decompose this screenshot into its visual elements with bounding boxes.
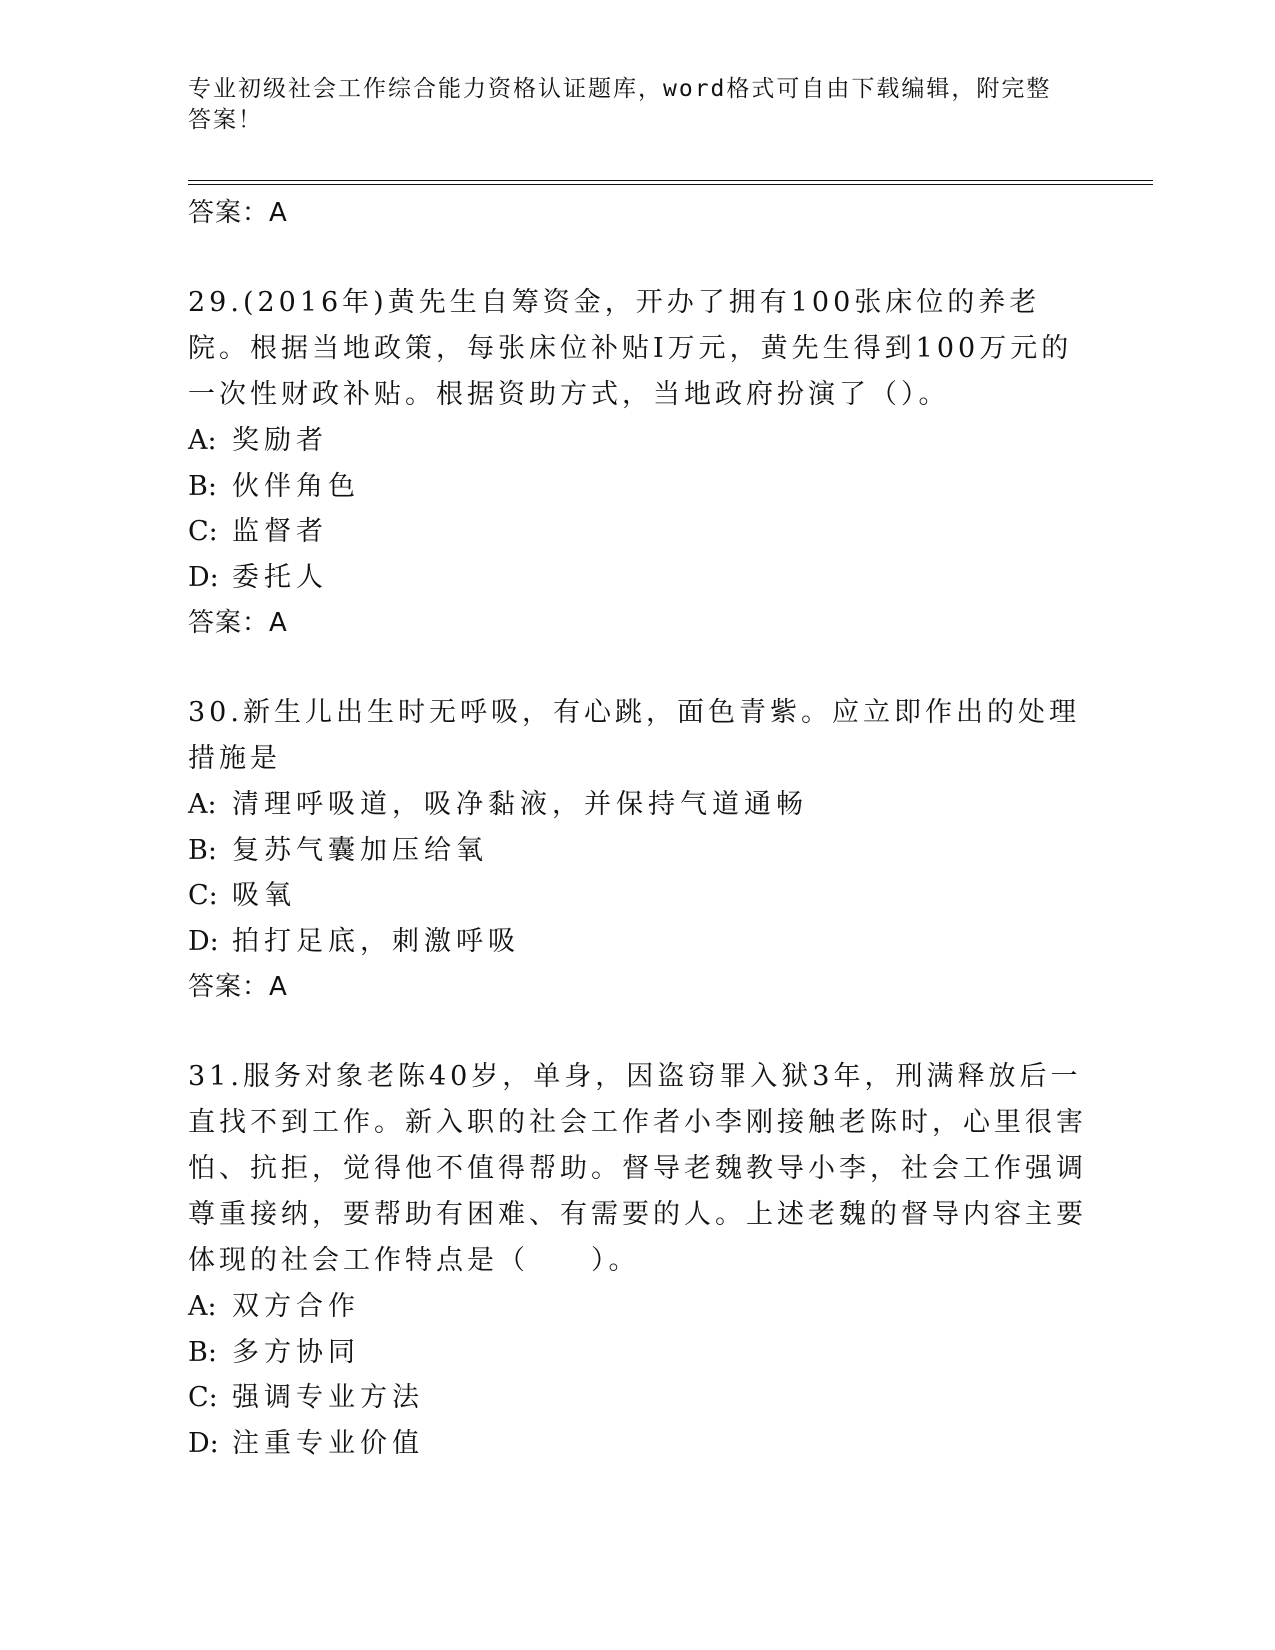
- option-letter: D:: [188, 1427, 219, 1459]
- option-letter: D:: [188, 925, 219, 957]
- option-letter: B:: [188, 834, 217, 866]
- previous-answer: 答案：A: [188, 198, 288, 228]
- option-b: [188, 1330, 1088, 1376]
- option-text: 委托人: [232, 561, 328, 593]
- option-text: 注重专业价值: [232, 1427, 424, 1459]
- option-letter: C:: [188, 516, 218, 547]
- answer-line: 答案：A: [188, 972, 288, 1002]
- header-divider: [188, 180, 1153, 181]
- option-c: [188, 509, 1088, 555]
- option-c: [188, 873, 1088, 919]
- option-a: [188, 418, 1088, 464]
- option-text: 监督者: [232, 516, 328, 547]
- option-letter: C:: [188, 880, 218, 911]
- option-letter: B:: [188, 1336, 217, 1368]
- option-text: 强调专业方法: [232, 1382, 424, 1413]
- option-letter: C:: [188, 1382, 218, 1413]
- option-d: [188, 1421, 1088, 1467]
- page-header: 专业初级社会工作综合能力资格认证题库，word格式可自由下载编辑，附完整答案！: [188, 76, 1052, 133]
- option-text: 拍打足底，刺激呼吸: [232, 925, 520, 957]
- option-letter: A:: [188, 1291, 217, 1322]
- option-b: [188, 828, 1088, 874]
- option-text: 多方协同: [232, 1336, 360, 1368]
- answer-line: 答案：A: [188, 608, 288, 638]
- option-text: 吸氧: [232, 880, 296, 911]
- question-text: 30.新生儿出生时无呼吸，有心跳，面色青紫。应立即作出的处理措施是: [188, 697, 1080, 774]
- question-text: 29.(2016年)黄先生自筹资金，开办了拥有100张床位的养老院。根据当地政策，每张床位补贴I万元，黄先生得到100万元的一次性财政补贴。根据资助方式，当地政府扮演了（）。: [188, 287, 1073, 410]
- header-divider-secondary: [188, 184, 1153, 185]
- question-item: [188, 1054, 1088, 1466]
- option-letter: B:: [188, 470, 217, 502]
- question-item: [188, 690, 1088, 1010]
- option-a: [188, 782, 1088, 828]
- option-a: [188, 1284, 1088, 1330]
- question-list: [188, 190, 1088, 1466]
- option-text: 清理呼吸道，吸净黏液，并保持气道通畅: [232, 789, 808, 820]
- option-letter: A:: [188, 425, 217, 456]
- question-item: [188, 280, 1088, 646]
- option-c: [188, 1375, 1088, 1421]
- option-text: 复苏气囊加压给氧: [232, 834, 488, 866]
- option-text: 伙伴角色: [232, 470, 360, 502]
- option-letter: A:: [188, 789, 217, 820]
- option-b: [188, 464, 1088, 510]
- question-text: 31.服务对象老陈40岁，单身，因盗窃罪入狱3年，刑满释放后一直找不到工作。新入职的社会工作者小李刚接触老陈时，心里很害怕、抗拒，觉得他不值得帮助。督导老魏教导小李，社会工作强调尊重接纳，要帮助有困难、有需要的人。上述老魏的督导内容主要体现的社会工作特点是（ ）。: [188, 1061, 1087, 1276]
- option-d: [188, 919, 1088, 965]
- option-letter: D:: [188, 561, 219, 593]
- option-d: [188, 555, 1088, 601]
- option-text: 双方合作: [232, 1291, 360, 1322]
- option-text: 奖励者: [232, 425, 328, 456]
